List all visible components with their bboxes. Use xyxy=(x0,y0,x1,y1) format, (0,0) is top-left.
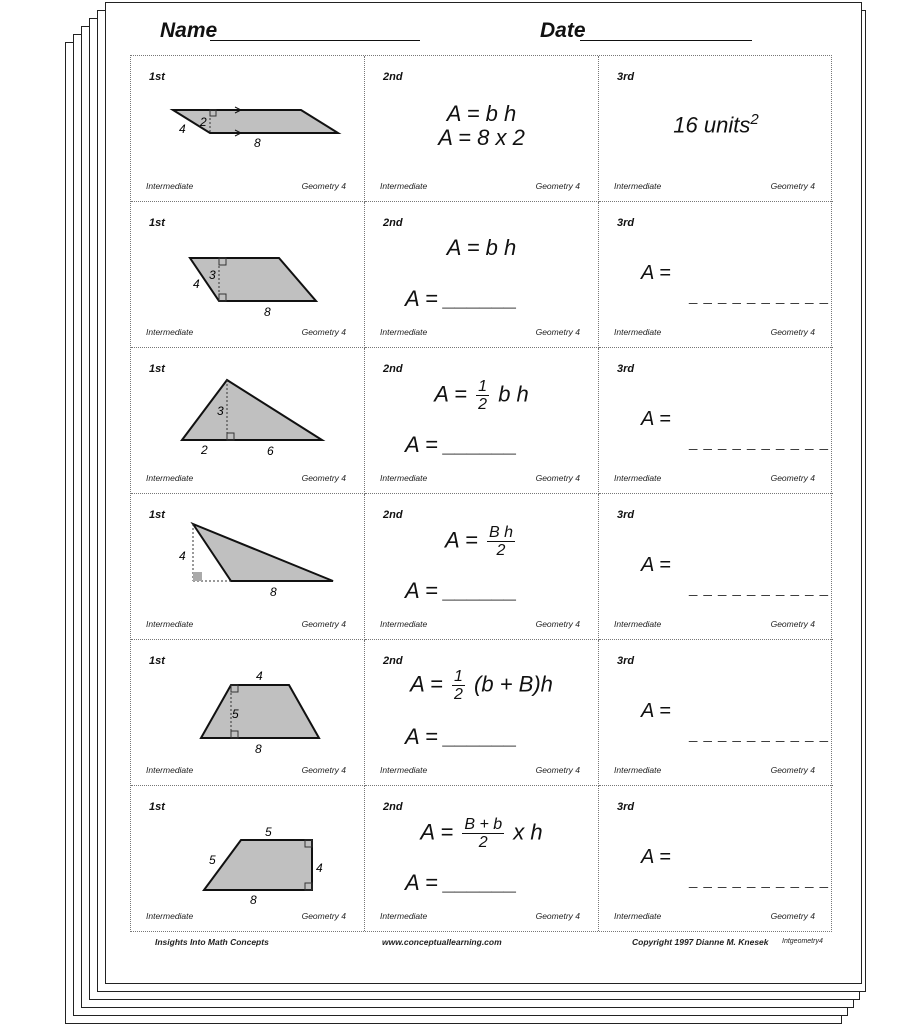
answer-blank[interactable]: A = ______ xyxy=(405,578,518,603)
card-label: 1st xyxy=(149,509,165,521)
card-2nd xyxy=(365,202,599,348)
answer-line[interactable]: _ _ _ _ _ _ _ _ _ _ xyxy=(689,288,829,305)
svg-text:2: 2 xyxy=(200,115,207,129)
fraction: $\frac{1}{2}$ xyxy=(478,378,488,413)
substituted-formula: A = 8 x 2 xyxy=(438,125,525,150)
svg-text:2: 2 xyxy=(201,443,208,457)
card-1st xyxy=(131,786,365,931)
answer-line[interactable]: _ _ _ _ _ _ _ _ _ _ xyxy=(689,434,829,451)
level-label: Intermediate xyxy=(380,619,428,629)
topic-label: Geometry 4 xyxy=(301,619,346,629)
svg-text:8: 8 xyxy=(254,136,261,150)
answer-blank[interactable]: A = ______ xyxy=(405,724,518,749)
website-text: www.conceptuallearning.com xyxy=(382,937,502,947)
svg-text:4: 4 xyxy=(316,861,323,875)
svg-text:5: 5 xyxy=(265,825,272,839)
area-formula: A = b h xyxy=(446,235,517,260)
topic-label: Geometry 4 xyxy=(770,327,815,337)
card-label: 3rd xyxy=(617,71,635,83)
topic-label: Geometry 4 xyxy=(770,473,815,483)
fraction: $\frac{\text{B h}}{2}$ xyxy=(488,524,513,559)
level-label: Intermediate xyxy=(146,327,194,337)
copyright-text: Copyright 1997 Dianne M. Knesek xyxy=(632,937,769,947)
card-label: 2nd xyxy=(383,655,403,667)
card-label: 2nd xyxy=(383,363,403,375)
area-formula: A = $\frac{1}{2}$ b h xyxy=(434,378,529,413)
card-label: 1st xyxy=(149,655,165,667)
card-label: 1st xyxy=(149,217,165,229)
card-1st xyxy=(131,640,365,786)
topic-label: Geometry 4 xyxy=(301,765,346,775)
card-grid xyxy=(130,55,832,932)
right-trapezoid-figure xyxy=(131,786,365,931)
card-label: 3rd xyxy=(617,217,635,229)
level-label: Intermediate xyxy=(380,181,428,191)
svg-text:8: 8 xyxy=(255,742,262,756)
topic-label: Geometry 4 xyxy=(770,181,815,191)
answer-line[interactable]: _ _ _ _ _ _ _ _ _ _ xyxy=(689,872,829,889)
answer-line[interactable]: _ _ _ _ _ _ _ _ _ _ xyxy=(689,726,829,743)
svg-text:5: 5 xyxy=(232,707,239,721)
svg-text:5: 5 xyxy=(209,853,216,867)
svg-text:8: 8 xyxy=(250,893,257,907)
level-label: Intermediate xyxy=(146,181,194,191)
svg-text:8: 8 xyxy=(264,305,271,319)
card-1st xyxy=(131,202,365,348)
level-label: Intermediate xyxy=(614,911,662,921)
card-label: 3rd xyxy=(617,509,635,521)
topic-label: Geometry 4 xyxy=(301,473,346,483)
card-3rd xyxy=(599,494,833,640)
level-label: Intermediate xyxy=(614,327,662,337)
svg-text:4: 4 xyxy=(179,549,186,563)
level-label: Intermediate xyxy=(614,473,662,483)
card-3rd xyxy=(599,640,833,786)
card-3rd xyxy=(599,202,833,348)
card-1st xyxy=(131,494,365,640)
date-line[interactable] xyxy=(580,40,752,41)
card-3rd xyxy=(599,786,833,931)
area-prompt: A = xyxy=(641,554,671,576)
topic-label: Geometry 4 xyxy=(770,765,815,775)
level-label: Intermediate xyxy=(146,911,194,921)
svg-text:8: 8 xyxy=(270,585,277,599)
svg-text:4: 4 xyxy=(193,277,200,291)
answer-line[interactable]: _ _ _ _ _ _ _ _ _ _ xyxy=(689,580,829,597)
card-2nd xyxy=(365,494,599,640)
publisher-text: Insights Into Math Concepts xyxy=(155,937,269,947)
topic-label: Geometry 4 xyxy=(535,327,580,337)
card-label: 2nd xyxy=(383,71,403,83)
level-label: Intermediate xyxy=(146,473,194,483)
topic-label: Geometry 4 xyxy=(535,619,580,629)
topic-label: Geometry 4 xyxy=(535,765,580,775)
answer-blank[interactable]: A = ______ xyxy=(405,286,518,311)
area-prompt: A = xyxy=(641,846,671,868)
name-line[interactable] xyxy=(210,40,420,41)
card-2nd xyxy=(365,640,599,786)
svg-text:4: 4 xyxy=(256,669,263,683)
area-formula: A = $\frac{B + b}{2}$ x h xyxy=(420,816,543,851)
topic-label: Geometry 4 xyxy=(535,473,580,483)
level-label: Intermediate xyxy=(614,765,662,775)
level-label: Intermediate xyxy=(146,619,194,629)
card-label: 1st xyxy=(149,71,165,83)
card-label: 2nd xyxy=(383,801,403,813)
card-label: 3rd xyxy=(617,655,635,667)
topic-label: Geometry 4 xyxy=(770,911,815,921)
svg-text:6: 6 xyxy=(267,444,274,458)
sheet-code: Intgeometry4 xyxy=(782,938,823,945)
card-1st xyxy=(131,56,365,202)
level-label: Intermediate xyxy=(380,473,428,483)
answer-blank[interactable]: A = ______ xyxy=(405,432,518,457)
area-prompt: A = xyxy=(641,700,671,722)
topic-label: Geometry 4 xyxy=(301,181,346,191)
card-label: 2nd xyxy=(383,217,403,229)
level-label: Intermediate xyxy=(146,765,194,775)
card-3rd xyxy=(599,56,833,202)
level-label: Intermediate xyxy=(614,181,662,191)
level-label: Intermediate xyxy=(380,911,428,921)
card-label: 3rd xyxy=(617,363,635,375)
answer-blank[interactable]: A = ______ xyxy=(405,870,518,895)
card-label: 3rd xyxy=(617,801,635,813)
card-label: 2nd xyxy=(383,509,403,521)
topic-label: Geometry 4 xyxy=(535,911,580,921)
area-prompt: A = xyxy=(641,262,671,284)
answer-text: 16 units$^2$ xyxy=(673,111,759,138)
card-label: 1st xyxy=(149,801,165,813)
card-2nd xyxy=(365,348,599,494)
area-prompt: A = xyxy=(641,408,671,430)
topic-label: Geometry 4 xyxy=(770,619,815,629)
topic-label: Geometry 4 xyxy=(535,181,580,191)
svg-text:3: 3 xyxy=(217,404,224,418)
card-3rd xyxy=(599,348,833,494)
card-2nd xyxy=(365,786,599,931)
date-label: Date xyxy=(540,19,586,42)
area-formula: A = $\frac{\text{B h}}{2}$ xyxy=(445,524,513,559)
svg-text:4: 4 xyxy=(179,122,186,136)
fraction: $\frac{B + b}{2}$ xyxy=(464,816,503,851)
level-label: Intermediate xyxy=(380,327,428,337)
level-label: Intermediate xyxy=(614,619,662,629)
topic-label: Geometry 4 xyxy=(301,911,346,921)
name-label: Name xyxy=(160,19,218,42)
topic-label: Geometry 4 xyxy=(301,327,346,337)
card-label: 1st xyxy=(149,363,165,375)
svg-text:3: 3 xyxy=(209,268,216,282)
area-formula: A = b h xyxy=(446,101,517,126)
card-1st xyxy=(131,348,365,494)
area-formula: A = $\frac{1}{2}$ (b + B)h xyxy=(410,668,553,703)
fraction: $\frac{1}{2}$ xyxy=(454,668,463,703)
card-2nd xyxy=(365,56,599,202)
level-label: Intermediate xyxy=(380,765,428,775)
